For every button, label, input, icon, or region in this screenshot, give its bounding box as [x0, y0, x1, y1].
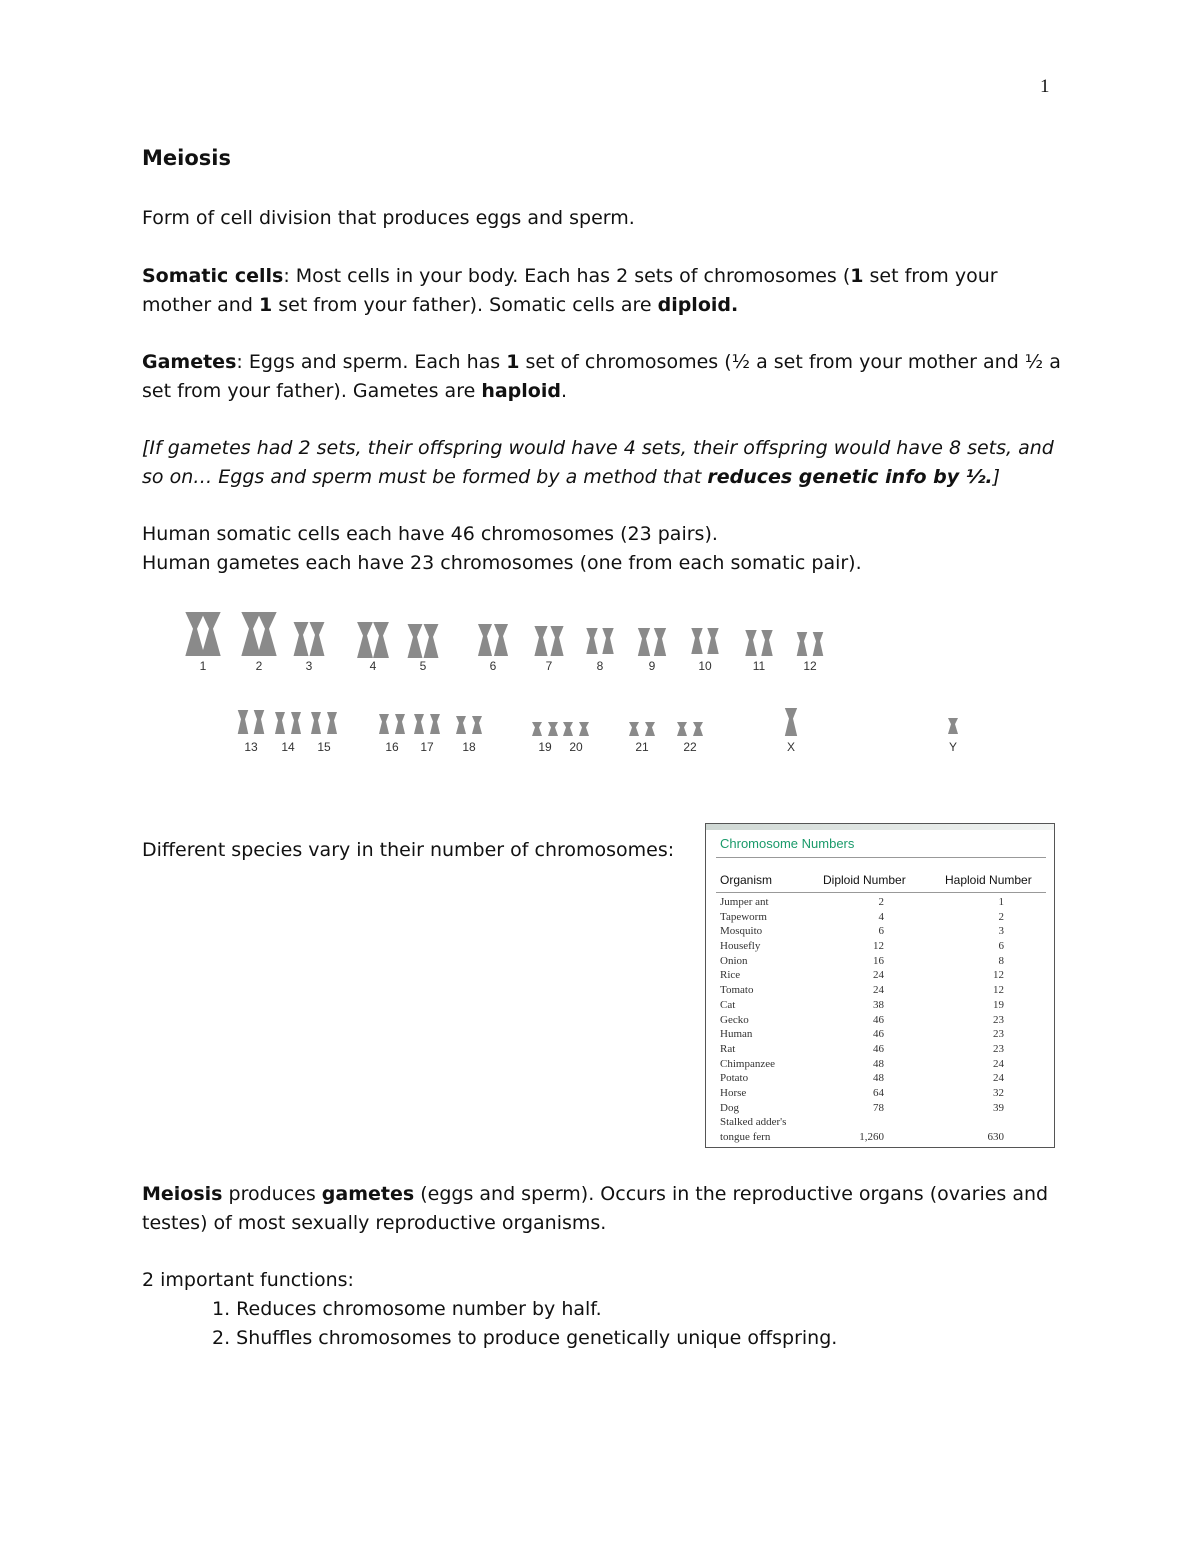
table-title: Chromosome Numbers [720, 836, 855, 851]
table-row [706, 1027, 1054, 1042]
gametes-num-1: 1 [506, 351, 520, 373]
table-rule [716, 892, 1046, 893]
chromosome-label: 19 [538, 740, 552, 754]
chromosome-shape [586, 628, 597, 654]
diploid-cell: 16 [873, 954, 884, 967]
chromosome-shape [456, 716, 466, 734]
chromosome-shape [563, 722, 573, 736]
haploid-cell: 24 [993, 1072, 1004, 1085]
gametes-text-2: set of chromosomes (½ a set from your mother and ½ a set from your father). Gametes are [142, 351, 1061, 402]
note-text-2: ] [992, 466, 1001, 488]
chromosome-shape [311, 712, 321, 734]
chromosome-shape [291, 712, 301, 734]
chromosome-label: 8 [596, 659, 604, 673]
somatic-text-2: set from your mother and [142, 265, 998, 316]
table-row [706, 1130, 1054, 1145]
chromosome-shape [201, 612, 220, 656]
somatic-num-1: 1 [850, 265, 864, 287]
diploid-cell: 24 [873, 969, 884, 982]
chromosome-shape [185, 612, 204, 656]
chromosome-shape [373, 622, 389, 658]
haploid-cell: 12 [993, 984, 1004, 997]
chromosome-shape [275, 712, 285, 734]
haploid-cell: 8 [998, 954, 1004, 967]
table-row [706, 910, 1054, 925]
functions-heading: 2 important functions: [142, 1269, 354, 1291]
chromosome-label: 1 [199, 659, 207, 673]
page-number: 1 [1040, 76, 1050, 97]
karyotype-chromosomes [185, 612, 958, 736]
haploid-cell: 23 [993, 1013, 1004, 1026]
chromosome-label: 21 [635, 740, 649, 754]
chromosome-shape [430, 714, 440, 734]
chromosome-shape [550, 626, 563, 656]
chromosome-label: 11 [752, 659, 766, 673]
organism-cell: Housefly [720, 940, 761, 953]
chromosome-label: 5 [419, 659, 427, 673]
table-row [706, 998, 1054, 1013]
header-organism: Organism [720, 873, 773, 887]
table-row [706, 954, 1054, 969]
table-row [706, 1013, 1054, 1028]
table-row [706, 924, 1054, 939]
chromosome-label: 12 [803, 659, 817, 673]
table-row [706, 1057, 1054, 1072]
chromosome-shape [414, 714, 424, 734]
table-row [706, 939, 1054, 954]
chromosome-shape [257, 612, 276, 656]
gametes-term-2: gametes [321, 1183, 415, 1205]
function-item-2: 2. Shuffles chromosomes to produce genetically unique offspring. [212, 1327, 838, 1349]
haploid-cell: 24 [993, 1057, 1004, 1070]
organism-cell: Jumper ant [720, 896, 769, 908]
haploid-cell: 12 [993, 969, 1004, 982]
meiosis-text-1: produces [222, 1183, 322, 1205]
organism-cell: Rat [720, 1042, 736, 1055]
haploid-cell: 32 [993, 1086, 1004, 1099]
function-item-1: 1. Reduces chromosome number by half. [212, 1298, 602, 1320]
table-row [706, 1042, 1054, 1057]
chromosome-shape [408, 624, 423, 658]
haploid-cell: 23 [993, 1028, 1004, 1041]
gametes-text-1: : Eggs and sperm. Each has [236, 351, 507, 373]
chromosome-label: 18 [462, 740, 476, 754]
table-row [706, 1071, 1054, 1086]
intro-paragraph: Form of cell division that produces eggs and sperm. [142, 207, 635, 229]
chromosome-label: 9 [648, 659, 656, 673]
organism-cell: Stalked adder's [720, 1116, 787, 1129]
table-header-band [706, 824, 1054, 830]
chromosome-label: 7 [545, 659, 553, 673]
note-text-1: [If gametes had 2 sets, their offspring would have 4 sets, their offspring would have 8 sets, and so on… Eggs and sperm must be formed by a method that [142, 437, 1054, 488]
somatic-text-1: : Most cells in your body. Each has 2 sets of chromosomes ( [283, 265, 851, 287]
karyotype-labels [200, 659, 957, 754]
chromosome-label: 6 [489, 659, 497, 673]
chromosome-shape [327, 712, 337, 734]
diploid-cell: 48 [873, 1057, 884, 1070]
chromosome-shape [707, 628, 718, 654]
note-bold: reduces genetic info by ½. [707, 466, 993, 488]
chromosome-shape [310, 622, 325, 656]
chromosome-label: 4 [369, 659, 377, 673]
chromosome-numbers-table [705, 823, 1055, 1148]
diploid-cell: 24 [873, 984, 884, 997]
haploid-cell: 630 [987, 1131, 1004, 1143]
haploid-cell: 1 [998, 896, 1004, 908]
chromosome-shape [494, 624, 508, 656]
table-row [706, 1115, 1054, 1130]
organism-cell: Chimpanzee [720, 1057, 775, 1070]
diploid-cell: 46 [873, 1042, 884, 1055]
diploid-cell: 78 [873, 1101, 884, 1114]
somatic-paragraph [142, 262, 1062, 320]
chromosome-label: 10 [698, 659, 712, 673]
chromosome-shape [424, 624, 439, 658]
chromosome-shape [294, 622, 309, 656]
meiosis-term: Meiosis [142, 1183, 223, 1205]
diploid-cell: 48 [873, 1072, 884, 1085]
chromosome-shape [645, 722, 655, 736]
chromosome-label: 13 [244, 740, 258, 754]
diploid-cell: 1,260 [859, 1131, 884, 1143]
diploid-cell: 2 [878, 896, 884, 908]
organism-cell: Horse [720, 1086, 747, 1099]
human-gametes-line: Human gametes each have 23 chromosomes (one from each somatic pair). [142, 552, 862, 574]
diploid-cell: 12 [873, 940, 884, 953]
haploid-cell: 2 [998, 910, 1004, 923]
chromosome-shape [948, 718, 958, 734]
diploid-cell: 4 [878, 910, 884, 923]
organism-cell: Cat [720, 998, 736, 1011]
chromosome-shape [629, 722, 639, 736]
chromosome-label: 2 [255, 659, 263, 673]
chromosome-shape [654, 628, 666, 656]
somatic-text-3: set from your father). Somatic cells are [272, 294, 658, 316]
organism-cell: tongue fern [720, 1131, 771, 1143]
gametes-term: Gametes [142, 351, 237, 373]
organism-cell: Onion [720, 954, 748, 967]
diploid-cell: 46 [873, 1028, 884, 1041]
table-row [706, 1101, 1054, 1116]
chromosome-shape [238, 710, 249, 734]
chromosome-shape [693, 722, 703, 736]
haploid-cell: 39 [993, 1101, 1004, 1114]
haploid-cell: 6 [998, 940, 1004, 953]
organism-cell: Gecko [720, 1013, 749, 1026]
organism-cell: Mosquito [720, 925, 763, 938]
table-row [706, 983, 1054, 998]
chromosome-label: 3 [305, 659, 313, 673]
chromosome-label: 17 [420, 740, 434, 754]
diploid-cell: 38 [873, 998, 884, 1011]
chromosome-shape [254, 710, 265, 734]
karyotype-image [170, 600, 1000, 765]
chromosome-shape [379, 714, 389, 734]
chromosome-shape [395, 714, 405, 734]
organism-cell: Potato [720, 1072, 749, 1085]
chromosome-shape [548, 722, 558, 736]
diploid-keyword: diploid. [657, 294, 739, 316]
gametes-paragraph [142, 348, 1062, 406]
diploid-cell: 6 [878, 925, 884, 938]
table-row [706, 895, 1054, 910]
page-title: Meiosis [142, 146, 231, 170]
note-paragraph [142, 434, 1062, 492]
diploid-cell: 46 [873, 1013, 884, 1026]
meiosis-paragraph [142, 1180, 1062, 1238]
organism-cell: Tomato [720, 984, 754, 997]
table-row [706, 968, 1054, 983]
chromosome-shape [534, 626, 547, 656]
species-intro: Different species vary in their number of chromosomes: [142, 839, 675, 861]
meiosis-text-2: (eggs and sperm). Occurs in the reproductive organs (ovaries and testes) of most sexually reproductive organisms. [142, 1183, 1049, 1234]
haploid-cell: 19 [993, 998, 1004, 1011]
chromosome-label: X [786, 740, 796, 754]
human-somatic-line: Human somatic cells each have 46 chromosomes (23 pairs). [142, 523, 718, 545]
chromosome-shape [813, 632, 824, 656]
chromosome-shape [761, 630, 772, 656]
somatic-num-2: 1 [258, 294, 273, 316]
diploid-cell: 64 [873, 1086, 884, 1099]
chromosome-shape [579, 722, 589, 736]
chromosome-shape [241, 612, 260, 656]
haploid-cell: 23 [993, 1042, 1004, 1055]
somatic-term: Somatic cells [142, 265, 284, 287]
chromosome-shape [745, 630, 756, 656]
table-rule [716, 857, 1046, 858]
header-diploid: Diploid Number [823, 873, 906, 887]
chromosome-shape [472, 716, 482, 734]
gametes-text-3: . [560, 380, 568, 402]
organism-cell: Rice [720, 969, 741, 982]
chromosome-shape [532, 722, 542, 736]
organism-cell: Human [720, 1028, 753, 1041]
table-row [706, 1086, 1054, 1101]
chromosome-shape [677, 722, 687, 736]
chromosome-label: Y [948, 740, 958, 754]
chromosome-shape [797, 632, 808, 656]
chromosome-label: 22 [683, 740, 697, 754]
organism-cell: Dog [720, 1101, 739, 1114]
chromosome-label: 15 [317, 740, 331, 754]
haploid-keyword: haploid [481, 380, 561, 402]
header-haploid: Haploid Number [945, 873, 1032, 887]
chromosome-label: 14 [281, 740, 295, 754]
organism-cell: Tapeworm [720, 910, 767, 923]
chromosome-shape [785, 708, 797, 736]
chromosome-shape [357, 622, 373, 658]
chromosome-label: 16 [385, 740, 399, 754]
chromosome-shape [478, 624, 492, 656]
chromosome-shape [602, 628, 613, 654]
chromosome-shape [638, 628, 650, 656]
chromosome-label: 20 [569, 740, 583, 754]
chromosome-shape [691, 628, 702, 654]
table-body [706, 895, 1054, 1145]
haploid-cell: 3 [998, 925, 1004, 938]
